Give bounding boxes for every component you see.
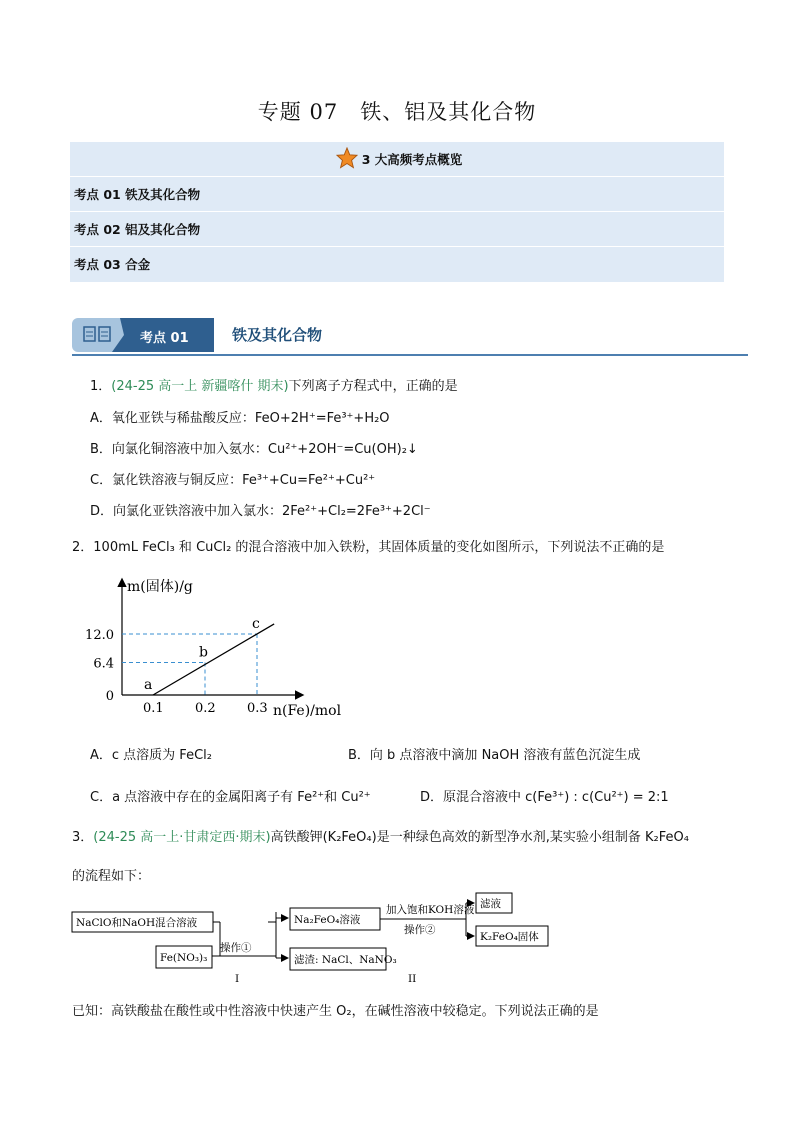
flow-step1: I — [235, 973, 240, 985]
overview-heading: 3 大高频考点概览 — [361, 152, 463, 167]
y-tick-12.0: 12.0 — [85, 628, 114, 643]
q2-stem: 100mL FeCl₃ 和 CuCl₂ 的混合溶液中加入铁粉，其固体质量的变化如图所示，下列说法不正确的是 — [93, 540, 665, 555]
point-label-c: c — [252, 616, 260, 632]
y-tick-6.4: 6.4 — [93, 656, 114, 672]
q2-number: 2． — [72, 540, 94, 555]
q1-option-c: C．氯化铁溶液与铜反应：Fe³⁺+Cu=Fe²⁺+Cu²⁺ — [90, 473, 376, 488]
point-label-a: a — [144, 677, 153, 693]
overview-heading-row — [70, 142, 724, 177]
y-axis-label: m(固体)/g — [127, 579, 193, 595]
flow-op2: 操作② — [404, 924, 436, 936]
q3-source: (24-25 高一上·甘肃定西·期末) — [93, 830, 271, 845]
overview-box — [70, 142, 724, 282]
q2-stem-line — [72, 536, 664, 555]
section-badge-label: 考点 01 — [140, 331, 189, 346]
q1-stem: 下列离子方程式中，正确的是 — [288, 379, 458, 394]
flow-box-filtrate-label: 滤液 — [480, 898, 501, 910]
y-tick-0: 0 — [105, 689, 114, 704]
overview-item-1: 考点 01 铁及其化合物 — [70, 177, 724, 212]
section-divider — [72, 354, 748, 356]
flow-box-fe-label: Fe(NO₃)₃ — [160, 952, 208, 964]
x-axis-label: n(Fe)/mol — [273, 703, 342, 719]
q3-known: 已知：高铁酸盐在酸性或中性溶液中快速产生 O₂，在碱性溶液中较稳定。下列说法正确的是 — [72, 1004, 599, 1019]
q2-option-b: B．向 b 点溶液中滴加 NaOH 溶液有蓝色沉淀生成 — [348, 748, 641, 763]
flow-box-k2feo4-label: K₂FeO₄固体 — [480, 931, 539, 943]
star-icon — [336, 147, 358, 169]
flow-step2: II — [408, 973, 417, 985]
overview-item-2: 考点 02 铝及其化合物 — [70, 212, 724, 247]
q3-stem-line — [72, 826, 689, 845]
page-title: 专题 07 铁、铝及其化合物 — [257, 100, 537, 124]
q3-stem: 高铁酸钾(K₂FeO₄)是一种绿色高效的新型净水剂,某实验小组制备 K₂FeO₄ — [270, 830, 689, 845]
flow-box-mix-label: NaClO和NaOH混合溶液 — [76, 917, 198, 929]
q1-option-d: D．向氯化亚铁溶液中加入氯水：2Fe²⁺+Cl₂=2Fe³⁺+2Cl⁻ — [90, 504, 431, 519]
section-badge — [72, 318, 214, 352]
overview-item-3: 考点 03 合金 — [74, 257, 151, 272]
q1-source: (24-25 高一上 新疆喀什 期末) — [111, 379, 289, 394]
x-tick-0.3: 0.3 — [247, 701, 268, 716]
flow-box-na2feo4-label: Na₂FeO₄溶液 — [294, 914, 361, 926]
q3-stem-cont: 的流程如下： — [72, 869, 151, 884]
q2-option-c: C．a 点溶液中存在的金属阳离子有 Fe²⁺和 Cu²⁺ — [90, 790, 371, 805]
q2-option-a: A．c 点溶质为 FeCl₂ — [90, 748, 212, 763]
q3-flow-diagram — [70, 888, 570, 988]
flow-arrow-label: 加入饱和KOH溶液 — [386, 904, 475, 916]
flow-box-residue-label: 滤渣: NaCl、NaNO₃ — [294, 954, 397, 966]
q1-option-a: A．氧化亚铁与稀盐酸反应：FeO+2H⁺=Fe³⁺+H₂O — [90, 411, 390, 426]
q1-option-b: B．向氯化铜溶液中加入氨水：Cu²⁺+2OH⁻=Cu(OH)₂↓ — [90, 442, 418, 457]
series-line — [153, 624, 274, 695]
x-tick-0.1: 0.1 — [143, 701, 164, 716]
flow-op1: 操作① — [220, 942, 252, 954]
q1-stem-line — [90, 375, 458, 394]
q2-option-d: D．原混合溶液中 c(Fe³⁺) : c(Cu²⁺) = 2:1 — [420, 790, 669, 805]
q1-number: 1． — [90, 379, 112, 394]
x-tick-0.2: 0.2 — [195, 701, 216, 716]
point-label-b: b — [199, 644, 208, 661]
q2-chart — [80, 570, 360, 720]
section-title: 铁及其化合物 — [232, 326, 323, 344]
q3-number: 3． — [72, 830, 94, 845]
